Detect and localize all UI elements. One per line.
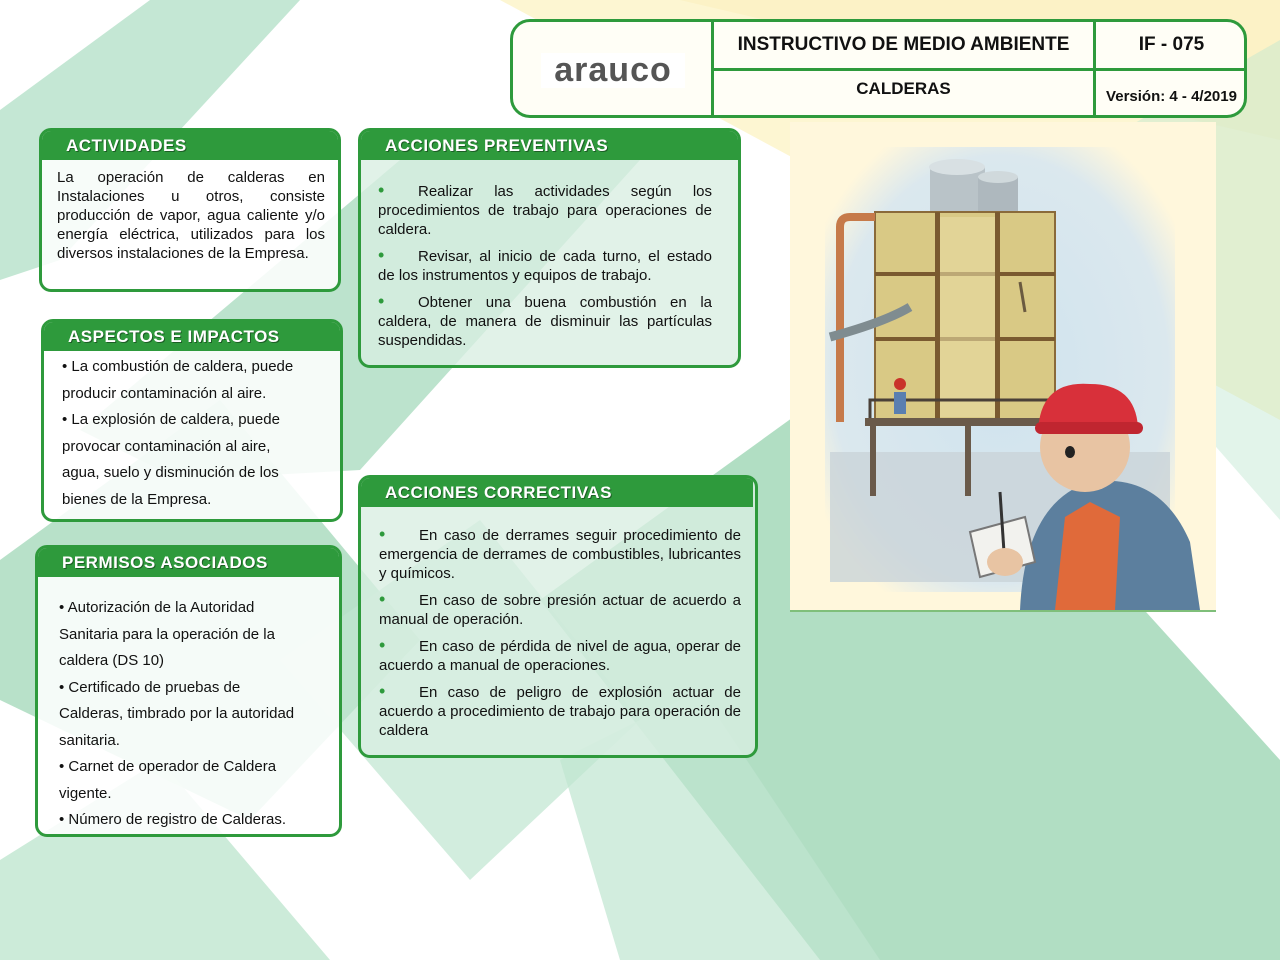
list-item bbox=[378, 181, 712, 239]
document-code: IF - 075 bbox=[1096, 22, 1247, 71]
bullet-icon: • bbox=[379, 681, 386, 701]
preventiva-text: Obtener una buena combustión en la caldera, de manera de disminuir las partículas suspendidas. bbox=[378, 294, 712, 349]
list-item: vigente. bbox=[59, 784, 112, 802]
boiler-drawing bbox=[790, 122, 1216, 610]
bullet-icon: • bbox=[378, 180, 385, 200]
preventiva-text: Revisar, al inicio de cada turno, el estado de los instrumentos y equipos de trabajo. bbox=[378, 248, 712, 284]
list-item: • Autorización de la Autoridad bbox=[59, 599, 255, 616]
list-item: agua, suelo y disminución de los bbox=[62, 464, 279, 481]
list-item bbox=[378, 246, 712, 285]
list-item: Sanitaria para la operación de la bbox=[59, 625, 275, 643]
list-item: • Certificado de pruebas de bbox=[59, 678, 241, 696]
list-item: provocar contaminación al aire, bbox=[62, 437, 271, 455]
list-item: sanitaria. bbox=[59, 731, 120, 749]
arauco-logo: arauco bbox=[541, 53, 685, 88]
aspectos-box bbox=[41, 319, 343, 522]
document-header bbox=[510, 19, 1247, 118]
correctiva-text: En caso de sobre presión actuar de acuerdo a manual de operación. bbox=[379, 592, 741, 628]
list-item: bienes de la Empresa. bbox=[62, 490, 212, 508]
list-item: Calderas, timbrado por la autoridad bbox=[59, 705, 295, 722]
preventivas-box bbox=[358, 128, 741, 368]
list-item bbox=[378, 292, 712, 350]
document-version: Versión: 4 - 4/2019 bbox=[1106, 88, 1237, 105]
list-item: • Carnet de operador de Caldera bbox=[59, 758, 277, 775]
actividades-text: La operación de calderas en Instalaciones u otros, consiste producción de vapor, agua caliente y/o energía eléctrica, utilizados para los diversos instalaciones de la Empresa. bbox=[57, 169, 325, 262]
logo-cell bbox=[513, 22, 714, 115]
actividades-box bbox=[39, 128, 341, 292]
boiler-illustration bbox=[790, 122, 1216, 612]
actividades-heading: ACTIVIDADES bbox=[42, 131, 341, 160]
document-title: INSTRUCTIVO DE MEDIO AMBIENTE bbox=[714, 22, 1096, 71]
permisos-box bbox=[35, 545, 342, 837]
correctiva-text: En caso de pérdida de nivel de agua, operar de acuerdo a manual de operaciones. bbox=[379, 638, 741, 674]
bullet-icon: • bbox=[379, 589, 386, 609]
list-item: • La explosión de caldera, puede bbox=[62, 411, 280, 428]
correctivas-box bbox=[358, 475, 758, 758]
preventivas-list bbox=[378, 181, 712, 357]
list-item: • La combustión de caldera, puede bbox=[62, 358, 294, 375]
bullet-icon: • bbox=[378, 245, 385, 265]
bullet-icon: • bbox=[379, 635, 386, 655]
list-item bbox=[379, 636, 741, 675]
list-item: caldera (DS 10) bbox=[59, 652, 165, 669]
aspectos-list bbox=[62, 354, 342, 513]
list-item: producir contaminación al aire. bbox=[62, 384, 267, 402]
permisos-list bbox=[59, 595, 341, 834]
correctiva-text: En caso de peligro de explosión actuar de acuerdo a procedimiento de trabajo para operación de caldera bbox=[379, 684, 741, 739]
preventiva-text: Realizar las actividades según los procedimientos de trabajo para operaciones de caldera. bbox=[378, 183, 712, 238]
bullet-icon: • bbox=[379, 524, 386, 544]
list-item bbox=[379, 525, 741, 583]
list-item: • Número de registro de Calderas. bbox=[59, 811, 287, 828]
correctivas-heading: ACCIONES CORRECTIVAS bbox=[361, 478, 753, 507]
aspectos-heading: ASPECTOS E IMPACTOS bbox=[44, 322, 343, 351]
correctivas-list bbox=[379, 525, 741, 747]
correctiva-text: En caso de derrames seguir procedimiento de emergencia de derrames de combustibles, lubricantes y químicos. bbox=[379, 527, 741, 582]
list-item bbox=[379, 682, 741, 740]
bullet-icon: • bbox=[378, 291, 385, 311]
document-subtitle: CALDERAS bbox=[714, 71, 1096, 118]
list-item bbox=[379, 590, 741, 629]
permisos-heading: PERMISOS ASOCIADOS bbox=[38, 548, 342, 577]
preventivas-heading: ACCIONES PREVENTIVAS bbox=[361, 131, 741, 160]
